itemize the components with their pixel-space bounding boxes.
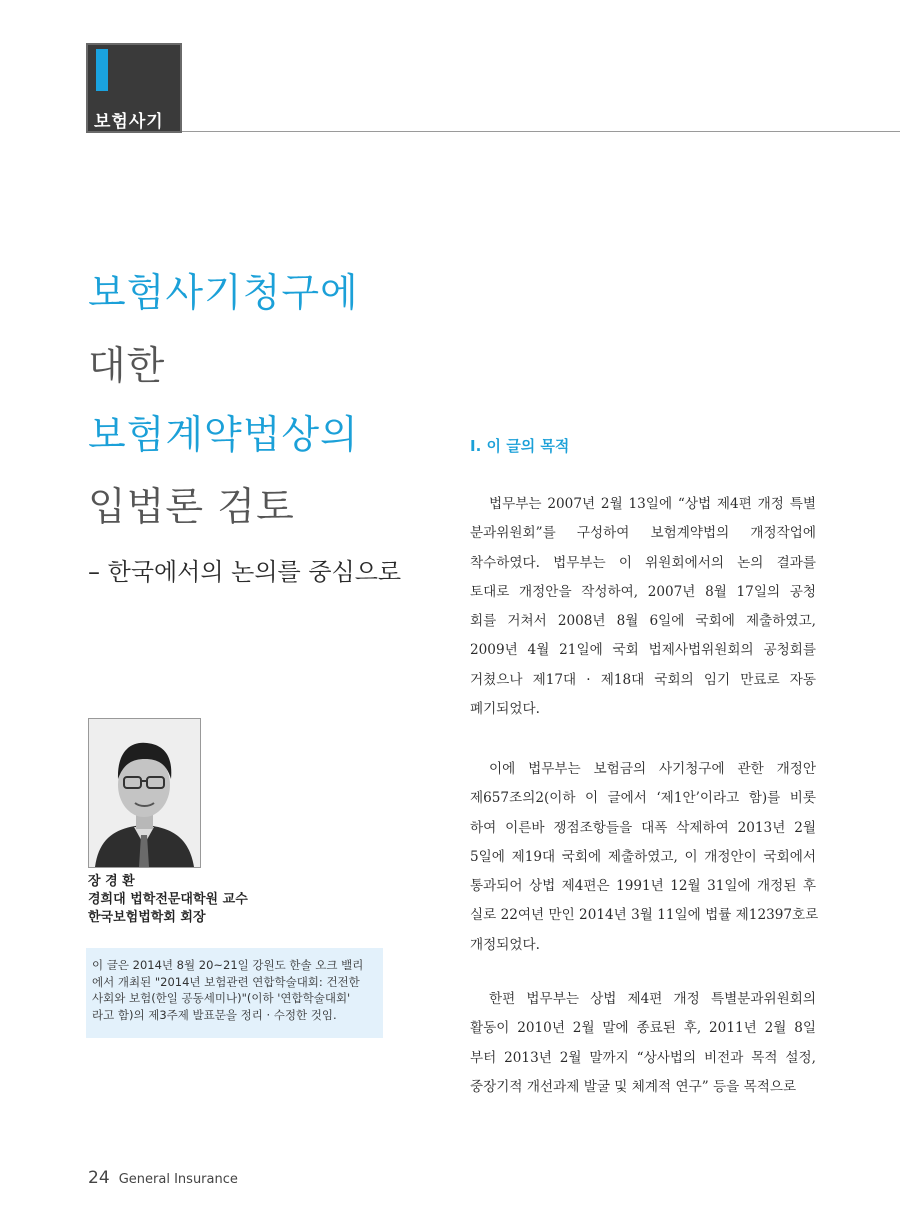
author-photo [88, 718, 201, 868]
paragraph-line: 제657조의2(이하 이 글에서 ‘제1안’이라고 함)를 비롯 [470, 790, 816, 807]
author-name: 장 경 환 [88, 874, 135, 889]
paragraph-line: 실로 22여년 만인 2014년 3월 11일에 법률 제12397호로 [470, 907, 819, 924]
paragraph-line: 회를 거쳐서 2008년 8월 6일에 국회에 제출하였고, [470, 613, 816, 630]
author-info [88, 873, 248, 927]
paragraph-2 [470, 755, 819, 960]
paragraph-line: 통과되어 상법 제4편은 1991년 12월 31일에 개정된 후 [470, 878, 816, 895]
section-tab [86, 43, 182, 133]
paragraph-line: 2009년 4월 21일에 국회 법제사법위원회의 공청회를 [470, 642, 816, 659]
title-line-4: 입법론 검토 [88, 485, 295, 530]
note-line: 에서 개최된 "2014년 보험관련 연합학술대회: 건전한 [92, 974, 360, 989]
page-number: 24 [88, 1168, 110, 1188]
source-note-text [92, 957, 375, 1023]
magazine-name: General Insurance [118, 1172, 238, 1187]
paragraph-line: 토대로 개정안을 작성하여, 2007년 8월 17일의 공청 [470, 583, 816, 600]
paragraph-line: 부터 2013년 2월 말까지 “상사법의 비전과 목적 설정, [470, 1049, 816, 1066]
title-line-3: 보험계약법상의 [88, 413, 359, 458]
author-affiliation-1: 경희대 법학전문대학원 교수 [88, 892, 248, 907]
paragraph-line: 한편 법무부는 상법 제4편 개정 특별분과위원회의 [489, 991, 816, 1007]
paragraph-line: 법무부는 2007년 2월 13일에 “상법 제4편 개정 특별 [489, 496, 816, 512]
source-note-box [86, 948, 383, 1038]
note-line: 사회와 보험(한일 공동세미나)"(이하 '연합학술대회' [92, 991, 351, 1005]
paragraph-line: 활동이 2010년 2월 말에 종료된 후, 2011년 2월 8일 [470, 1020, 816, 1037]
tab-accent-bar [96, 49, 108, 91]
subtitle: – 한국에서의 논의를 중심으로 [88, 558, 402, 586]
paragraph-line: 분과위원회”를 구성하여 보험계약법의 개정작업에 [470, 525, 816, 542]
title-line-1: 보험사기청구에 [88, 271, 359, 316]
author-portrait-illustration [89, 719, 200, 867]
paragraph-line: 이에 법무부는 보험금의 사기청구에 관한 개정안 [489, 761, 816, 777]
section-tab-label: 보험사기 [94, 112, 164, 132]
paragraph-line: 착수하였다. 법무부는 이 위원회에서의 논의 결과를 [470, 554, 816, 571]
paragraph-line: 중장기적 개선과제 발굴 및 체계적 연구” 등을 목적으로 [470, 1078, 797, 1095]
paragraph-1 [470, 490, 816, 724]
header-rule [182, 131, 900, 132]
author-affiliation-2: 한국보험법학회 회장 [88, 910, 206, 925]
paragraph-3 [470, 985, 816, 1102]
note-line: 이 글은 2014년 8월 20~21일 강원도 한솔 오크 밸리 [92, 958, 364, 972]
paragraph-line: 개정되었다. [470, 936, 540, 953]
note-line: 라고 함)의 제3주제 발표문을 정리 · 수정한 것임. [92, 1007, 337, 1022]
paragraph-line: 거쳤으나 제17대 · 제18대 국회의 임기 만료로 자동 [470, 671, 816, 688]
paragraph-line: 5일에 제19대 국회에 제출하였고, 이 개정안이 국회에서 [470, 848, 816, 865]
page-footer [88, 1168, 238, 1188]
paragraph-line: 하여 이른바 쟁점조항들을 대폭 삭제하여 2013년 2월 [470, 819, 816, 836]
section-heading: Ⅰ. 이 글의 목적 [470, 437, 570, 455]
title-line-2: 대한 [88, 344, 166, 389]
paragraph-line: 폐기되었다. [470, 701, 540, 718]
